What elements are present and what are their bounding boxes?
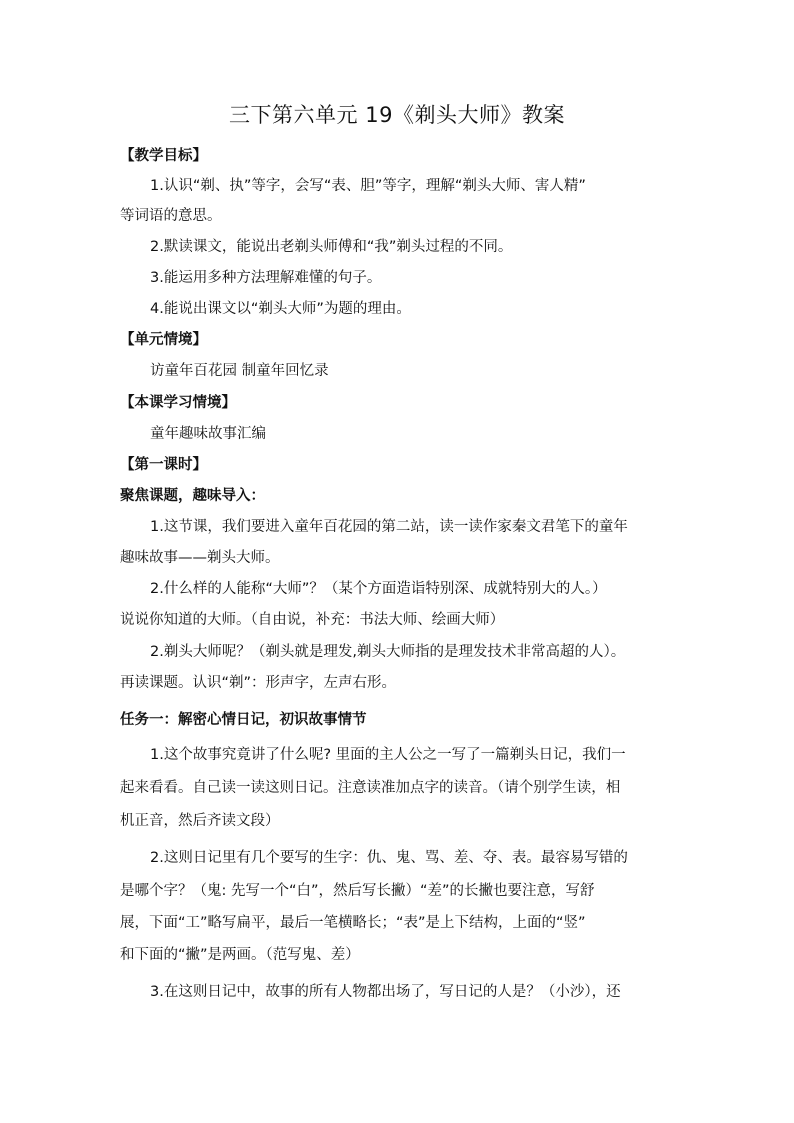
objective-3: 3.能运用多种方法理解难懂的句子。: [150, 270, 382, 286]
task-one-step-1: 1.这个故事究竟讲了什么呢? 里面的主人公之一写了一篇剃头日记，我们一: [150, 747, 626, 763]
section-heading-unit-context: 【单元情境】: [120, 332, 207, 348]
task-one-heading: 任务一：解密心情日记，初识故事情节: [120, 712, 367, 728]
task-one-step-3: 3.在这则日记中，故事的所有人物都出场了，写日记的人是？（小沙），还: [150, 984, 621, 1000]
unit-context-text: 访童年百花园 制童年回忆录: [150, 363, 329, 379]
objective-2: 2.默读课文，能说出老剃头师傅和“我”剃头过程的不同。: [150, 239, 513, 255]
subheading-intro: 聚焦课题，趣味导入：: [120, 488, 265, 504]
intro-step-2-continued: 说说你知道的大师。（自由说，补充：书法大师、绘画大师）: [120, 612, 505, 628]
task-one-step-1-line-2: 起来看看。自己读一读这则日记。注意读准加点字的读音。（请个别学生读，相: [120, 780, 621, 796]
task-one-step-1-line-3: 机正音，然后齐读文段）: [120, 813, 280, 829]
section-heading-objectives: 【教学目标】: [120, 148, 207, 164]
task-one-step-2: 2.这则日记里有几个要写的生字：仇、鬼、骂、差、夺、表。最容易写错的: [150, 850, 628, 866]
intro-step-2: 2.什么样的人能称“大师”？（某个方面造诣特别深、成就特别大的人。）: [150, 581, 607, 597]
intro-step-1-continued: 趣味故事——剃头大师。: [120, 550, 280, 566]
intro-step-1: 1.这节课，我们要进入童年百花园的第二站，读一读作家秦文君笔下的童年: [150, 519, 628, 535]
lesson-context-text: 童年趣味故事汇编: [150, 426, 266, 442]
task-one-step-2-line-4: 和下面的“撇”是两画。（范写鬼、差）: [120, 947, 360, 963]
intro-step-3-continued: 再读课题。认识“剃”：形声字，左声右形。: [120, 675, 397, 691]
objective-4: 4.能说出课文以“剃头大师”为题的理由。: [150, 301, 411, 317]
section-heading-first-lesson: 【第一课时】: [120, 457, 207, 473]
objective-1: 1.认识“剃、执”等字，会写“表、胆”等字，理解“剃头大师、害人精”: [150, 178, 586, 194]
objective-1-continued: 等词语的意思。: [120, 208, 222, 224]
task-one-step-2-line-2: 是哪个字？（鬼: 先写一个“白”，然后写长撇）“差”的长撇也要注意，写舒: [120, 883, 595, 899]
section-heading-lesson-context: 【本课学习情境】: [120, 395, 236, 411]
task-one-step-2-line-3: 展，下面“工”略写扁平，最后一笔横略长；“表”是上下结构，上面的“竖”: [120, 915, 586, 931]
document-title: 三下第六单元 19《剃头大师》教案: [229, 103, 565, 127]
intro-step-3: 2.剃头大师呢？（剃头就是理发,剃头大师指的是理发技术非常高超的人）。: [150, 644, 626, 660]
